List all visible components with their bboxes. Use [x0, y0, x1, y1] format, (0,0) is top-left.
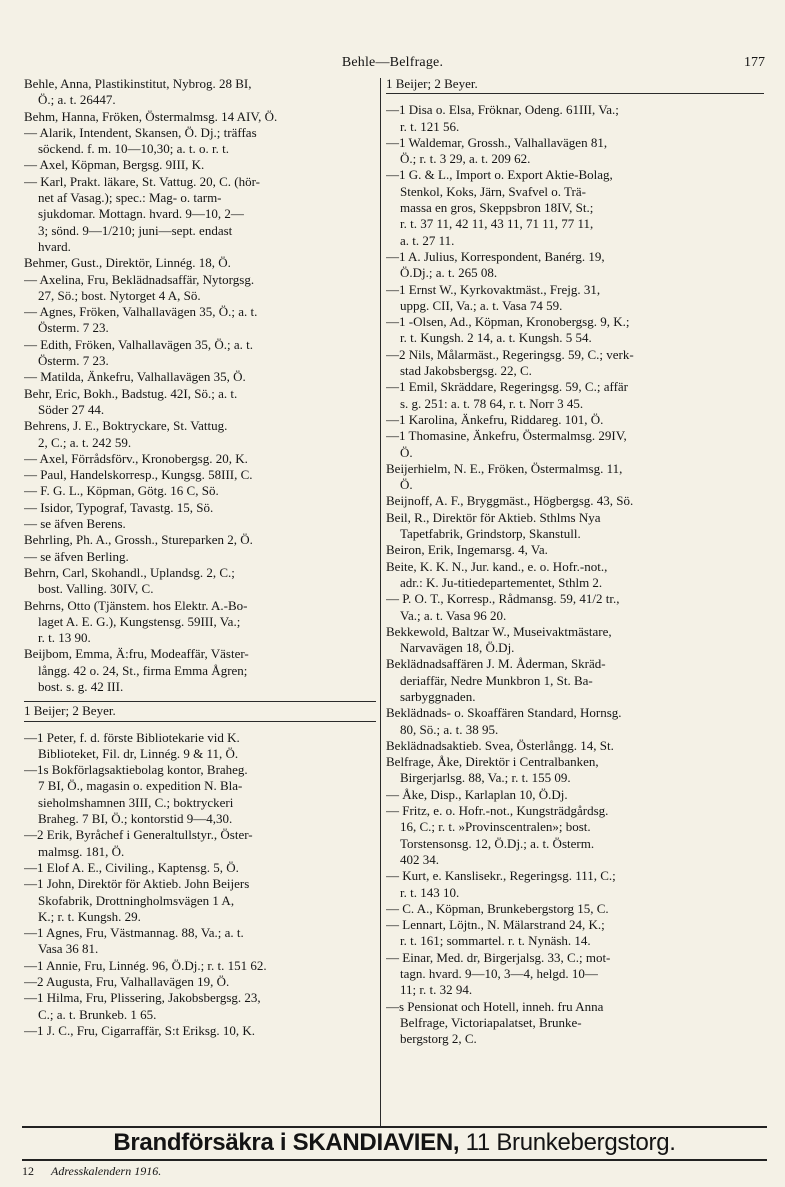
directory-entry: — Axel, Köpman, Bergsg. 9III, K. — [24, 157, 205, 173]
directory-entry: — Axel, Förrådsförv., Kronobergsg. 20, K. — [24, 450, 248, 466]
entry-continuation-line: 11; r. t. 32 94. — [400, 982, 473, 998]
directory-entry: —1 Emil, Skräddare, Regeringsg. 59, C.; affär — [386, 379, 629, 395]
entry-continuation-line: Birgerjarlsg. 88, Va.; r. t. 155 09. — [400, 770, 571, 786]
directory-entry: —1 Annie, Fru, Linnég. 96, Ö.Dj.; r. t. 151 62. — [24, 957, 267, 973]
sheet-number: 12 — [22, 1164, 34, 1178]
directory-entry: — Axelina, Fru, Beklädnadsaffär, Nytorgsg. — [24, 271, 255, 287]
directory-entry: Beijnoff, A. F., Bryggmäst., Högbergsg. 43, Sö. — [386, 493, 634, 509]
directory-entry: — Agnes, Fröken, Valhallavägen 35, Ö.; a. t. — [24, 304, 258, 320]
entry-continuation-line: 3; sönd. 9—1/210; juni—sept. endast — [38, 222, 233, 238]
directory-entry: — Karl, Prakt. läkare, St. Vattug. 20, C. (hör- — [24, 173, 260, 189]
page-header — [0, 55, 785, 75]
advert-bottom-rule — [22, 1159, 767, 1161]
entry-continuation-line: 402 34. — [400, 851, 439, 867]
directory-entry: —2 Nils, Målarmäst., Regeringsg. 59, C.; verk- — [386, 346, 634, 362]
entry-continuation-line: 2, C.; a. t. 242 59. — [38, 434, 132, 450]
directory-entry: Behr, Eric, Bokh., Badstug. 42I, Sö.; a. t. — [24, 385, 238, 401]
entry-continuation-line: Ö.; r. t. 3 29, a. t. 209 62. — [400, 151, 531, 167]
directory-entry: Beklädnadsaffären J. M. Åderman, Skräd- — [386, 656, 606, 672]
footnote-key: 1 Beijer; 2 Beyer. — [386, 76, 478, 91]
entry-continuation-line: tagn. hvard. 9—10, 3—4, helgd. 10— — [400, 966, 598, 982]
left-column — [24, 76, 376, 1142]
directory-entry: Bekkewold, Baltzar W., Museivaktmästare, — [386, 623, 612, 639]
right-entries — [386, 102, 764, 1047]
directory-entry: Behm, Hanna, Fröken, Östermalmsg. 14 AIV, Ö. — [24, 108, 278, 124]
directory-entry: —1 Peter, f. d. förste Bibliotekarie vid K. — [24, 729, 240, 745]
entry-continuation-line: söckend. f. m. 10—10,30; a. t. o. r. t. — [38, 141, 230, 157]
directory-entry: — Edith, Fröken, Valhallavägen 35, Ö.; a. t. — [24, 336, 254, 352]
directory-entry: — Isidor, Typograf, Tavastg. 15, Sö. — [24, 499, 214, 515]
right-footnote-box — [386, 76, 764, 94]
directory-entry: —1 Karolina, Änkefru, Riddareg. 101, Ö. — [386, 411, 604, 427]
entry-continuation-line: sjukdomar. Mottagn. hvard. 9—10, 2— — [38, 206, 244, 222]
directory-entry: — Paul, Handelskorresp., Kungsg. 58III, C. — [24, 467, 253, 483]
left-entries-continued — [24, 730, 376, 1040]
directory-entry: Beiron, Erik, Ingemarsg. 4, Va. — [386, 542, 548, 558]
directory-entry: Beite, K. K. N., Jur. kand., e. o. Hofr.-not., — [386, 558, 608, 574]
directory-entry: —1 John, Direktör för Aktieb. John Beijers — [24, 876, 250, 892]
entry-continuation-line: a. t. 27 11. — [400, 232, 455, 248]
entry-continuation-line: C.; a. t. Brunkeb. 1 65. — [38, 1006, 157, 1022]
running-title: Behle—Belfrage. — [341, 55, 444, 70]
directory-entry: — Alarik, Intendent, Skansen, Ö. Dj.; träffas — [24, 124, 257, 140]
entry-continuation-line: r. t. 121 56. — [400, 118, 460, 134]
entry-continuation-line: sarbyggnaden. — [400, 688, 476, 704]
directory-entry: —1 A. Julius, Korrespondent, Banérg. 19, — [386, 248, 605, 264]
entry-continuation-line: laget A. E. G.), Kungstensg. 59III, Va.; — [38, 613, 241, 629]
entry-continuation-line: Va.; a. t. Vasa 96 20. — [400, 607, 507, 623]
entry-continuation-line: hvard. — [38, 238, 71, 254]
entry-continuation-line: 16, C.; r. t. »Provinscentralen»; bost. — [400, 819, 591, 835]
entry-continuation-line: Vasa 36 81. — [38, 941, 99, 957]
footnote-key: 1 Beijer; 2 Beyer. — [24, 703, 116, 719]
entry-continuation-line: massa en gros, Skeppsbron 18IV, St.; — [400, 200, 594, 216]
directory-entry: —1 Disa o. Elsa, Fröknar, Odeng. 61III, Va.; — [386, 102, 619, 118]
directory-entry: —1 Elof A. E., Civiling., Kaptensg. 5, Ö. — [24, 859, 239, 875]
entry-continuation-line: Tapetfabrik, Grindstorp, Skanstull. — [400, 526, 581, 542]
directory-entry: — Åke, Disp., Karlaplan 10, Ö.Dj. — [386, 786, 568, 802]
directory-entry: —1 -Olsen, Ad., Köpman, Kronobergsg. 9, K.; — [386, 314, 630, 330]
entry-continuation-line: r. t. 37 11, 42 11, 43 11, 71 11, 77 11, — [400, 216, 594, 232]
page-footer — [22, 1164, 422, 1179]
page-number: 177 — [744, 55, 765, 70]
directory-entry: Beklädnads- o. Skoaffären Standard, Hornsg. — [386, 705, 622, 721]
directory-entry: — Kurt, e. Kanslisekr., Regeringsg. 111, C.; — [386, 868, 616, 884]
entry-continuation-line: långg. 42 o. 24, St., firma Emma Ågren; — [38, 662, 248, 678]
entry-continuation-line: 7 BI, Ö., magasin o. expedition N. Bla- — [38, 778, 243, 794]
entry-continuation-line: Ö.Dj.; a. t. 265 08. — [400, 265, 498, 281]
directory-entry: — F. G. L., Köpman, Götg. 16 C, Sö. — [24, 483, 219, 499]
directory-entry: — se äfven Berens. — [24, 516, 126, 532]
directory-entry: — Einar, Med. dr, Birgerjalsg. 33, C.; mot- — [386, 949, 611, 965]
entry-continuation-line: adr.: K. Ju-titiedepartementet, Sthlm 2. — [400, 574, 603, 590]
directory-entry: —s Pensionat och Hotell, inneh. fru Anna — [386, 998, 604, 1014]
directory-entry: Beijbom, Emma, Ä:fru, Modeaffär, Väster- — [24, 646, 249, 662]
left-entries — [24, 76, 376, 695]
entry-continuation-line: Österm. 7 23. — [38, 353, 109, 369]
entry-continuation-line: Biblioteket, Fil. dr, Linnég. 9 & 11, Ö. — [38, 745, 239, 761]
entry-continuation-line: Braheg. 7 BI, Ö.; kontorstid 9—4,30. — [38, 811, 233, 827]
left-footnote-box — [24, 701, 376, 721]
directory-entry: —1s Bokförlagsaktiebolag kontor, Braheg. — [24, 762, 248, 778]
directory-entry: — Matilda, Änkefru, Valhallavägen 35, Ö. — [24, 369, 246, 385]
directory-entry: Belfrage, Åke, Direktör i Centralbanken, — [386, 754, 599, 770]
entry-continuation-line: bergstorg 2, C. — [400, 1031, 477, 1047]
directory-entry: —2 Augusta, Fru, Valhallavägen 19, Ö. — [24, 974, 230, 990]
directory-entry: —1 G. & L., Import o. Export Aktie-Bolag, — [386, 167, 613, 183]
directory-entry: Behle, Anna, Plastikinstitut, Nybrog. 28 BI, — [24, 76, 252, 91]
advert-brand: Brandförsäkra i SKANDIAVIEN, — [113, 1129, 460, 1156]
directory-entry: — P. O. T., Korresp., Rådmansg. 59, 41/2 tr., — [386, 591, 620, 607]
entry-continuation-line: Torstensonsg. 12, Ö.Dj.; a. t. Österm. — [400, 835, 595, 851]
directory-entry: — Lennart, Löjtn., N. Mälarstrand 24, K.; — [386, 917, 605, 933]
entry-continuation-line: deriaffär, Nedre Munkbron 1, St. Ba- — [400, 672, 593, 688]
directory-entry: Behrn, Carl, Skohandl., Uplandsg. 2, C.; — [24, 564, 235, 580]
entry-continuation-line: 27, Sö.; bost. Nytorget 4 A, Sö. — [38, 287, 201, 303]
entry-continuation-line: r. t. 161; sommartel. r. t. Nynäsh. 14. — [400, 933, 591, 949]
entry-continuation-line: r. t. 143 10. — [400, 884, 460, 900]
entry-continuation-line: stad Jakobsbergsg. 22, C. — [400, 363, 532, 379]
directory-entry: Behrns, Otto (Tjänstem. hos Elektr. A.-Bo- — [24, 597, 248, 613]
entry-continuation-line: malmsg. 181, Ö. — [38, 843, 125, 859]
entry-continuation-line: r. t. 13 90. — [38, 630, 91, 646]
right-column — [386, 76, 764, 1142]
entry-continuation-line: 80, Sö.; a. t. 38 95. — [400, 721, 499, 737]
entry-continuation-line: uppg. CII, Va.; a. t. Vasa 74 59. — [400, 297, 563, 313]
entry-continuation-line: Söder 27 44. — [38, 401, 105, 417]
entry-continuation-line: Österm. 7 23. — [38, 320, 109, 336]
advert-address: 11 Brunkebergstorg. — [459, 1129, 676, 1156]
column-divider — [380, 78, 381, 1126]
advert-top-rule — [22, 1126, 767, 1128]
entry-continuation-line: Stenkol, Koks, Järn, Svafvel o. Trä- — [400, 183, 586, 199]
directory-entry: — se äfven Berling. — [24, 548, 129, 564]
directory-entry: Behmer, Gust., Direktör, Linnég. 18, Ö. — [24, 255, 231, 271]
entry-continuation-line: Skofabrik, Drottningholmsvägen 1 A, — [38, 892, 235, 908]
entry-continuation-line: K.; r. t. Kungsh. 29. — [38, 908, 141, 924]
entry-continuation-line: s. g. 251: a. t. 78 64, r. t. Norr 3 45. — [400, 395, 584, 411]
entry-continuation-line: net af Vasag.); spec.: Mag- o. tarm- — [38, 190, 222, 206]
entry-continuation-line: Ö. — [400, 444, 413, 460]
directory-entry: —1 Ernst W., Kyrkovaktmäst., Frejg. 31, — [386, 281, 601, 297]
directory-entry: — Fritz, e. o. Hofr.-not., Kungsträdgårdsg. — [386, 803, 609, 819]
directory-entry: —1 Hilma, Fru, Plissering, Jakobsbergsg. 23, — [24, 990, 261, 1006]
entry-continuation-line: bost. Valling. 30IV, C. — [38, 581, 154, 597]
directory-entry: —1 Agnes, Fru, Västmannag. 88, Va.; a. t. — [24, 925, 244, 941]
directory-entry: Beijerhielm, N. E., Fröken, Östermalmsg. 11, — [386, 460, 623, 476]
directory-entry: Behrens, J. E., Boktryckare, St. Vattug. — [24, 418, 228, 434]
entry-continuation-line: Ö.; a. t. 26447. — [38, 92, 116, 108]
directory-entry: Beil, R., Direktör för Aktieb. Sthlms Nya — [386, 509, 601, 525]
advertisement-banner — [22, 1129, 767, 1157]
directory-entry: Beklädnadsaktieb. Svea, Österlångg. 14, St. — [386, 737, 614, 753]
publication-name: Adresskalendern 1916. — [51, 1164, 162, 1178]
entry-continuation-line: sieholmshamnen 3III, C.; boktryckeri — [38, 794, 234, 810]
entry-continuation-line: Narvavägen 18, Ö.Dj. — [400, 640, 515, 656]
entry-continuation-line: bost. s. g. 42 III. — [38, 678, 124, 694]
directory-entry: —2 Erik, Byråchef i Generaltullstyr., Öster- — [24, 827, 253, 843]
directory-entry: —1 Thomasine, Änkefru, Östermalmsg. 29IV, — [386, 428, 627, 444]
directory-entry: — C. A., Köpman, Brunkebergstorg 15, C. — [386, 900, 609, 916]
directory-entry: Behrling, Ph. A., Grossh., Stureparken 2, Ö. — [24, 532, 253, 548]
directory-entry: —1 Waldemar, Grossh., Valhallavägen 81, — [386, 134, 608, 150]
directory-entry: —1 J. C., Fru, Cigarraffär, S:t Eriksg. 10, K. — [24, 1022, 256, 1038]
entry-continuation-line: Belfrage, Victoriapalatset, Brunke- — [400, 1014, 582, 1030]
entry-continuation-line: Ö. — [400, 477, 413, 493]
entry-continuation-line: r. t. Kungsh. 2 14, a. t. Kungsh. 5 54. — [400, 330, 592, 346]
